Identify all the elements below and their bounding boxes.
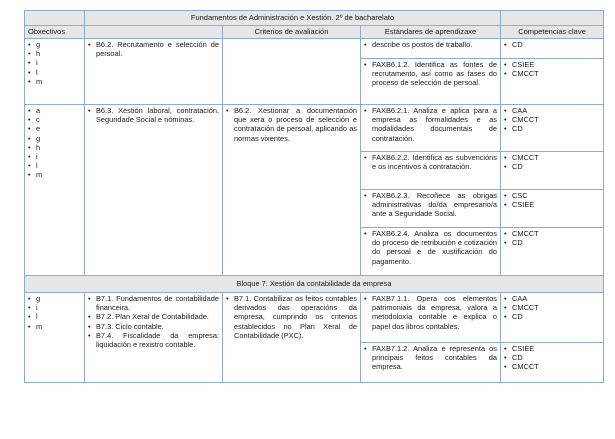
header-competences: Competencias clave bbox=[501, 26, 604, 39]
competence-item: • CSC bbox=[504, 191, 600, 200]
competence-item: • CD bbox=[504, 40, 600, 49]
objective-item: • l bbox=[28, 161, 81, 170]
competences-cell bbox=[501, 190, 604, 228]
content-item: • B7.1. Fundamentos de contabilidade financeira. bbox=[88, 294, 219, 312]
competence-item: • CD bbox=[504, 353, 600, 362]
table-title-row bbox=[25, 11, 604, 26]
content-item: • B7.4. Fiscalidade da empresa: liquidación e rexistro contable. bbox=[88, 331, 219, 349]
objective-item: • m bbox=[28, 170, 81, 179]
block-title: Bloque 7. Xestión da contabilidade da empresa bbox=[25, 276, 604, 293]
criteria-cell bbox=[223, 293, 361, 383]
competence-item: • CD bbox=[504, 162, 600, 171]
competence-item: • CSIEE bbox=[504, 60, 600, 69]
objectives-cell bbox=[25, 105, 85, 276]
objective-item: • g bbox=[28, 294, 81, 303]
competence-item: • CMCCT bbox=[504, 69, 600, 78]
table-title: Fundamentos de Administración e Xestión. 2º de bacharelato bbox=[85, 11, 501, 26]
table-row bbox=[25, 293, 604, 343]
standard-item: • describe os postos de traballo. bbox=[364, 40, 497, 49]
standard-item: • FAXB6.2.4. Analiza os documentos do proceso de retribución e cotización do persoal e de xustificación do pagamento. bbox=[364, 229, 497, 266]
header-content bbox=[85, 26, 223, 39]
standard-item: • FAXB6.1.2. Identifica as fontes de recrutamento, así como as fases do proceso de selección de persoal. bbox=[364, 60, 497, 88]
content-item: • B6.2. Recrutamento e selección de persoal. bbox=[88, 40, 219, 58]
competences-cell bbox=[501, 228, 604, 276]
competence-item: • CMCCT bbox=[504, 362, 600, 371]
title-spacer-cell bbox=[25, 11, 85, 26]
competences-cell bbox=[501, 343, 604, 383]
objectives-cell bbox=[25, 293, 85, 383]
objective-item: • m bbox=[28, 322, 81, 331]
competence-item: • CMCCT bbox=[504, 303, 600, 312]
objective-item: • i bbox=[28, 58, 81, 67]
objective-item: • i bbox=[28, 303, 81, 312]
standard-cell bbox=[361, 59, 501, 105]
competence-item: • CAA bbox=[504, 106, 600, 115]
standard-cell bbox=[361, 39, 501, 59]
standard-cell bbox=[361, 228, 501, 276]
content-item: • B7.3. Ciclo contable. bbox=[88, 322, 219, 331]
objective-item: • e bbox=[28, 124, 81, 133]
standard-cell bbox=[361, 152, 501, 190]
standard-item: • FAXB7.1.2. Analiza e representa os principais feitos contables da empresa. bbox=[364, 344, 497, 372]
objective-item: • c bbox=[28, 115, 81, 124]
objective-item: • l bbox=[28, 312, 81, 321]
standard-item: • FAXB7.1.1. Opera cos elementos patrimoniais da empresa, valora a metodoloxía contable e explica o papel dos libros contables. bbox=[364, 294, 497, 331]
competence-item: • CMCCT bbox=[504, 115, 600, 124]
standard-cell bbox=[361, 190, 501, 228]
competences-cell bbox=[501, 293, 604, 343]
standard-cell bbox=[361, 105, 501, 152]
header-objectives: Obxectivos bbox=[25, 26, 85, 39]
objective-item: • m bbox=[28, 77, 81, 86]
title-spacer-cell bbox=[501, 11, 604, 26]
competence-item: • CD bbox=[504, 312, 600, 321]
standard-item: • FAXB6.2.3. Recoñece as obrigas administrativas do/da empresario/a ante a Seguridade Social. bbox=[364, 191, 497, 219]
standard-item: • FAXB6.2.2. Identifica as subvencións e os incentivos á contratación. bbox=[364, 153, 497, 171]
objective-item: • a bbox=[28, 106, 81, 115]
competence-item: • CAA bbox=[504, 294, 600, 303]
standard-cell bbox=[361, 343, 501, 383]
curriculum-table-sheet bbox=[24, 10, 603, 383]
content-cell bbox=[85, 293, 223, 383]
criteria-item: • B7.1. Contabilizar os feitos contables derivados das operacións da empresa, cumprindo os criterios establecidos no Plan Xeral de Contabilidade (PXC). bbox=[226, 294, 357, 340]
table-header-row bbox=[25, 26, 604, 39]
content-cell bbox=[85, 39, 223, 105]
competences-cell bbox=[501, 152, 604, 190]
criteria-item: • B6.2. Xestionar a documentación que xera o proceso de selección e contratación de persoal, aplicando as normas vixentes. bbox=[226, 106, 357, 143]
objective-item: • h bbox=[28, 143, 81, 152]
objective-item: • h bbox=[28, 49, 81, 58]
objective-item: • g bbox=[28, 134, 81, 143]
competence-item: • CMCCT bbox=[504, 153, 600, 162]
competence-item: • CMCCT bbox=[504, 229, 600, 238]
standard-cell bbox=[361, 293, 501, 343]
content-cell bbox=[85, 105, 223, 276]
objective-item: • l bbox=[28, 68, 81, 77]
competence-item: • CSIEE bbox=[504, 344, 600, 353]
curriculum-table bbox=[24, 10, 604, 383]
competence-item: • CSIEE bbox=[504, 200, 600, 209]
table-row bbox=[25, 105, 604, 152]
competence-item: • CD bbox=[504, 124, 600, 133]
competences-cell bbox=[501, 39, 604, 59]
header-criteria: Criterios de avaliación bbox=[223, 26, 361, 39]
objectives-cell bbox=[25, 39, 85, 105]
competences-cell bbox=[501, 105, 604, 152]
block-title-row bbox=[25, 276, 604, 293]
standard-item: • FAXB6.2.1. Analiza e aplica para a empresa as formalidades e as modalidades documentais de contratación. bbox=[364, 106, 497, 143]
content-item: • B6.3. Xestión laboral, contratación, Seguridade Social e nóminas. bbox=[88, 106, 219, 124]
objective-item: • g bbox=[28, 40, 81, 49]
criteria-cell bbox=[223, 105, 361, 276]
competences-cell bbox=[501, 59, 604, 105]
competence-item: • CD bbox=[504, 238, 600, 247]
criteria-cell bbox=[223, 39, 361, 105]
header-standards: Estándares de aprendizaxe bbox=[361, 26, 501, 39]
content-item: • B7.2. Plan Xeral de Contabilidade. bbox=[88, 312, 219, 321]
objective-item: • i bbox=[28, 152, 81, 161]
table-row bbox=[25, 39, 604, 59]
